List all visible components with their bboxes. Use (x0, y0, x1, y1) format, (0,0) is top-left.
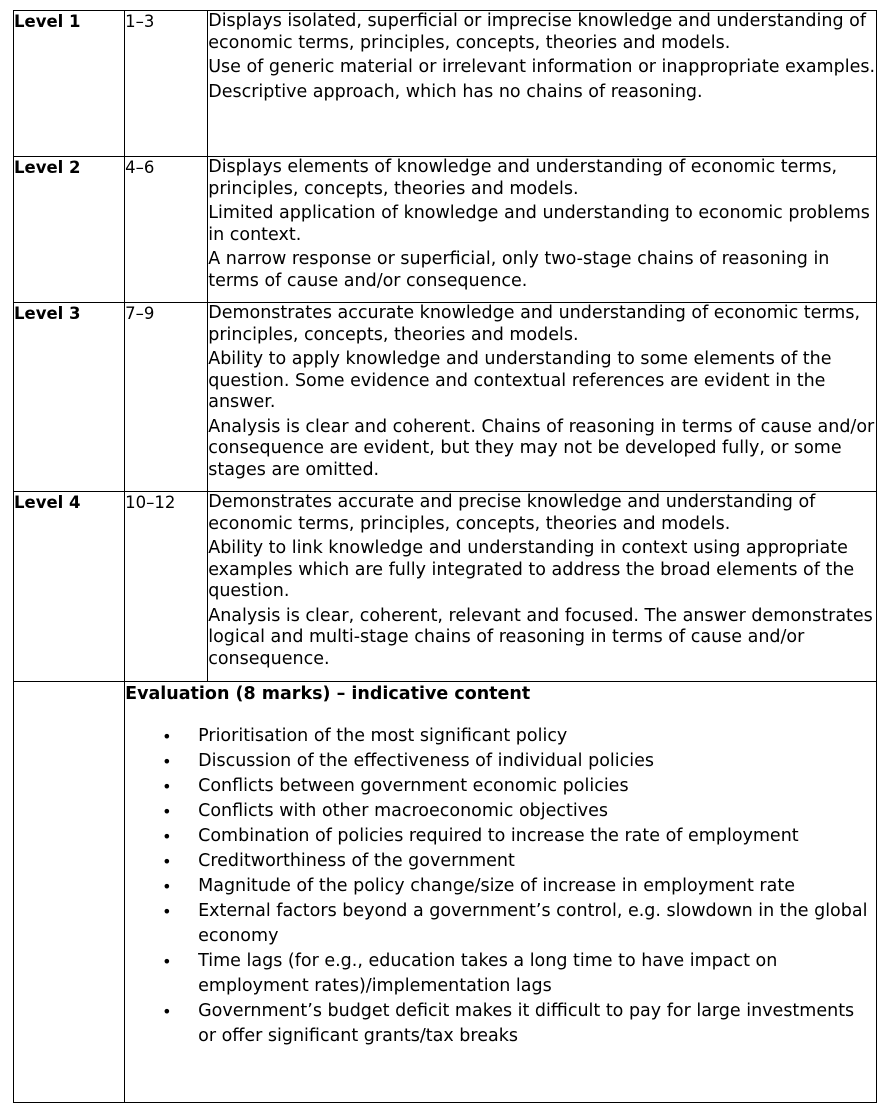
level-row-2 (14, 157, 877, 303)
descriptor: A narrow response or superficial, only two-stage chains of reasoning in terms of cause and/or consequence. (208, 249, 830, 291)
descriptor: Displays elements of knowledge and understanding of economic terms, principles, concepts, theories and models. (208, 157, 838, 199)
level-descriptors (208, 11, 877, 157)
evaluation-row (14, 682, 877, 1103)
list-item: • Conflicts between government economic policies (125, 774, 876, 799)
level-row-1 (14, 11, 877, 157)
list-item: • Government’s budget deficit makes it difficult to pay for large investments or offer significant grants/tax breaks (162, 1001, 855, 1046)
level-label: Level 3 (14, 303, 125, 492)
list-item: • Time lags (for e.g., education takes a long time to have impact on employment rates)/implementation lags (162, 951, 778, 996)
bullet-icon: • (162, 752, 172, 771)
bullet-icon: • (162, 952, 172, 971)
mark-scheme-table (13, 10, 877, 1103)
list-item: • Creditworthiness of the government (125, 849, 876, 874)
descriptor: Descriptive approach, which has no chains of reasoning. (208, 81, 703, 102)
descriptor: Displays isolated, superficial or imprecise knowledge and understanding of economic terms, principles, concepts, theories and models. (208, 11, 867, 53)
descriptor: Demonstrates accurate and precise knowledge and understanding of economic terms, principles, concepts, theories and models. (208, 492, 816, 534)
empty-cell (14, 682, 125, 1103)
level-descriptors (208, 157, 877, 303)
descriptor: Ability to link knowledge and understanding in context using appropriate examples which are fully integrated to address the broad elements of the question. (208, 538, 855, 601)
level-descriptors (208, 492, 877, 682)
bullet-icon: • (162, 852, 172, 871)
descriptor: Use of generic material or irrelevant information or inappropriate examples. (208, 57, 876, 77)
evaluation-list (125, 724, 876, 1049)
descriptor: Demonstrates accurate knowledge and understanding of economic terms, principles, concepts, theories and models. (208, 303, 861, 345)
bullet-icon: • (162, 1002, 172, 1021)
level-label: Level 1 (14, 11, 125, 157)
bullet-icon: • (162, 902, 172, 921)
list-item: • Prioritisation of the most significant policy (125, 724, 876, 749)
descriptor: Analysis is clear, coherent, relevant and focused. The answer demonstrates logical and multi-stage chains of reasoning in terms of cause and/or consequence. (208, 605, 873, 669)
list-item: • Conflicts with other macroeconomic objectives (125, 799, 876, 824)
marks-range: 10–12 (125, 492, 208, 682)
bullet-icon: • (162, 877, 172, 896)
marks-range: 1–3 (125, 11, 208, 157)
list-item: • Magnitude of the policy change/size of increase in employment rate (125, 874, 876, 899)
list-item: • Combination of policies required to increase the rate of employment (125, 824, 876, 849)
level-descriptors (208, 303, 877, 492)
level-row-3 (14, 303, 877, 492)
list-item: • External factors beyond a government’s control, e.g. slowdown in the global economy (162, 901, 868, 946)
descriptor: Limited application of knowledge and understanding to economic problems in context. (208, 203, 870, 245)
bullet-icon: • (162, 802, 172, 821)
bullet-icon: • (162, 827, 172, 846)
evaluation-content (125, 682, 877, 1103)
bullet-icon: • (162, 727, 172, 746)
bullet-icon: • (162, 777, 172, 796)
marks-range: 7–9 (125, 303, 208, 492)
marks-range: 4–6 (125, 157, 208, 303)
level-row-4 (14, 492, 877, 682)
level-label: Level 4 (14, 492, 125, 682)
level-label: Level 2 (14, 157, 125, 303)
evaluation-heading: Evaluation (8 marks) – indicative content (125, 684, 531, 704)
descriptor: Ability to apply knowledge and understanding to some elements of the question. Some evidence and contextual references are evident in the answer. (208, 349, 832, 412)
descriptor: Analysis is clear and coherent. Chains of reasoning in terms of cause and/or consequence are evident, but they may not be developed fully, or some stages are omitted. (208, 416, 875, 480)
list-item: • Discussion of the effectiveness of individual policies (125, 749, 876, 774)
